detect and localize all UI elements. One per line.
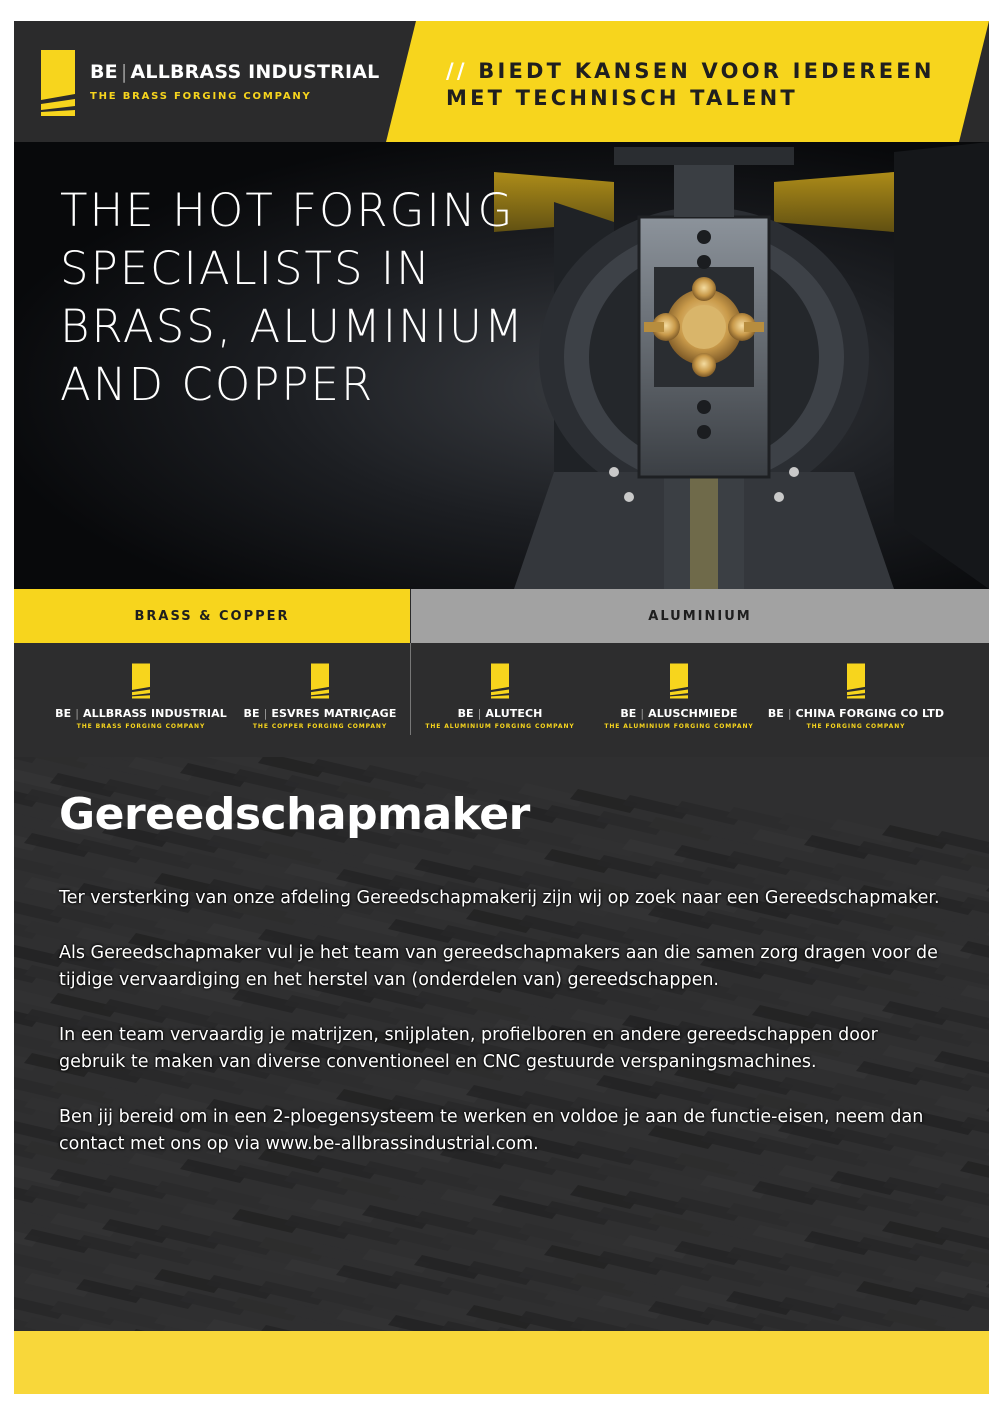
company-logo-esvres [230, 663, 410, 730]
company-logo-icon [311, 663, 329, 699]
hero-title-line: AND COPPER [60, 358, 375, 411]
hero-title [60, 182, 580, 414]
header [14, 21, 989, 142]
company-name: BE | ALUSCHMIEDE [620, 707, 738, 720]
job-description [59, 885, 949, 1186]
job-paragraph: In een team vervaardig je matrijzen, snijplaten, profielboren en andere gereedschappen door gebruik te maken van diverse conventioneel en CNC gestuurde verspaningsmachines. [59, 1025, 878, 1072]
category-aluminium: ALUMINIUM [411, 589, 989, 643]
brand-tagline: THE BRASS FORGING COMPANY [90, 91, 312, 102]
job-description-section [14, 757, 989, 1331]
slogan-banner [386, 21, 989, 142]
company-logo-aluschmiede [589, 663, 769, 730]
company-tagline: THE COPPER FORGING COMPANY [252, 723, 388, 730]
company-logo-icon [847, 663, 865, 699]
slogan-text [446, 58, 935, 112]
job-title: Gereedschapmaker [59, 789, 530, 840]
brand-name: BE | ALLBRASS INDUSTRIAL [90, 61, 380, 83]
slogan-line-1: BIEDT KANSEN VOOR IEDEREEN [478, 59, 935, 83]
company-logo-china-forging [766, 663, 946, 730]
company-name: BE | CHINA FORGING CO LTD [767, 707, 945, 720]
company-logo-icon [670, 663, 688, 699]
company-logo-icon [132, 663, 150, 699]
job-paragraph: Als Gereedschapmaker vul je het team van gereedschapmakers aan die samen zorg dragen voor de tijdige vervaardiging en het herstel van (onderdelen van) gereedschappen. [59, 943, 938, 990]
hero-image [14, 142, 989, 589]
hero-title-line: BRASS, ALUMINIUM [60, 300, 525, 353]
company-tagline: THE FORGING COMPANY [806, 723, 906, 730]
company-tagline: THE ALUMINIUM FORGING COMPANY [604, 723, 754, 730]
slogan-slashes: // [446, 59, 468, 83]
slogan-line-2: MET TECHNISCH TALENT [446, 86, 798, 110]
category-brass-copper: BRASS & COPPER [14, 589, 410, 643]
footer-bar [14, 1331, 989, 1394]
job-paragraph: Ben jij bereid om in een 2-ploegensysteem te werken en voldoe je aan de functie-eisen, neem dan contact met ons op via www.be-allbrassindustrial.com. [59, 1107, 924, 1154]
hero-title-line: SPECIALISTS IN [60, 242, 432, 295]
job-flyer [14, 21, 989, 1394]
company-logo-alutech [410, 663, 590, 730]
company-logo-allbrass [51, 663, 231, 730]
company-name: BE | ESVRES MATRIÇAGE [243, 707, 397, 720]
hero-title-line: THE HOT FORGING [60, 184, 515, 237]
job-paragraph: Ter versterking van onze afdeling Gereedschapmakerij zijn wij op zoek naar een Gereedschapmaker. [59, 888, 940, 908]
company-logos [14, 643, 989, 757]
company-tagline: THE ALUMINIUM FORGING COMPANY [425, 723, 575, 730]
brand-logo-icon [41, 50, 75, 116]
company-logo-icon [491, 663, 509, 699]
company-name: BE | ALUTECH [457, 707, 543, 720]
company-name: BE | ALLBRASS INDUSTRIAL [55, 707, 227, 720]
company-tagline: THE BRASS FORGING COMPANY [76, 723, 206, 730]
